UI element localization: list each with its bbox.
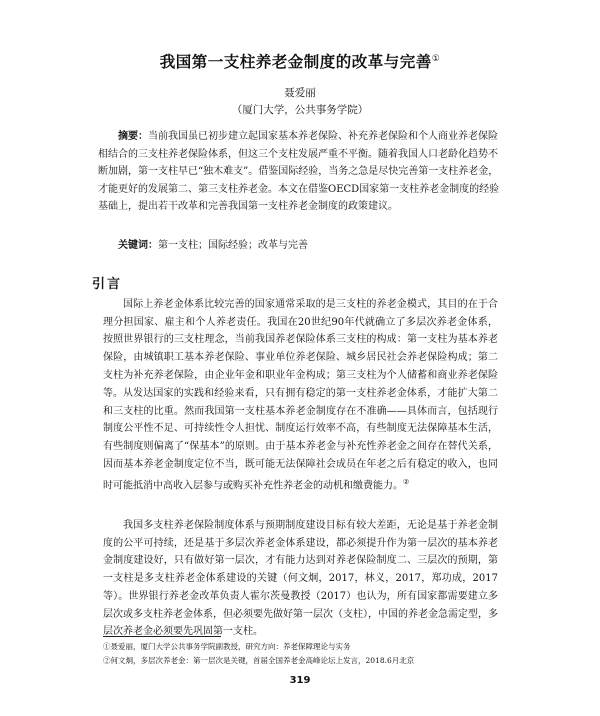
body-paragraph-2	[103, 385, 498, 495]
body-paragraph-3: 我国多支柱养老保险制度体系与预期制度建设目标有较大差距，无论是基于养老金制度的公平可持续，还是基于多层次养老金体系建设，都必须提升作为第一层次的基本养老金制度建设好，只有做好第一层次，才有能力达到对养老保险制度二、三层次的预期，第一支柱是多支柱养老金体系建设的关键（何文炯，2017，林义，2017，郑功成，2017等）。世界银行养老金改革负责人霍尔茨曼教授（2017）也认为，所有国家都需要建立多层次或多支柱养老金体系，但必须要先做好第一层次（支柱），中国的养老金急需定型，多层次养老金必须要先巩固第一支柱。	[103, 520, 498, 638]
footnote-2: ②何文炯，多层次养老金：第一层次是关键，首届全国养老金高峰论坛上发言，2018.6月北京	[103, 656, 415, 665]
abstract-label: 摘要：	[118, 131, 148, 142]
keywords	[118, 236, 308, 251]
body-paragraph-1: 国际上养老金体系比较完善的国家通常采取的是三支柱的养老金模式，其目的在于合理分担国家、雇主和个人养老责任。我国在20世纪90年代就确立了多层次养老金体系，按照世界银行的三支柱理念，当前我国养老保险体系三支柱的构成：第一支柱为基本养老保险，由城镇职工基本养老保险、事业单位养老保险、城乡居民社会养老保险构成；第二支柱为补充养老保险，由企业年金和职业年金构成；第三支柱为个人储蓄和商业养老保险等。	[103, 299, 498, 399]
title-footnote-marker: ①	[431, 53, 441, 64]
title-text: 我国第一支柱养老金制度的改革与完善	[159, 53, 432, 71]
author-name: 聂爱丽	[284, 87, 316, 99]
page-number: 319	[289, 675, 311, 686]
section-heading-introduction: 引言	[92, 277, 123, 292]
footnote-ref-2: ②	[403, 477, 410, 486]
footnote-1: ①聂爱丽，厦门大学公共事务学院副教授，研究方向：养老保障理论与实务	[103, 642, 351, 651]
keywords-text: 第一支柱；国际经验；改革与完善	[158, 240, 308, 251]
abstract-text: 当前我国虽已初步建立起国家基本养老保险、补充养老保险和个人商业养老保险相结合的三支柱养老保险体系，但这三个支柱发展严重不平衡。随着我国人口老龄化趋势不断加剧，第一支柱早已“独木难支”。借鉴国际经验，当务之急是尽快完善第一支柱养老金，才能更好的发展第二、第三支柱养老金。本文在借鉴OECD国家第一支柱养老金制度的经验基础上，提出若干改革和完善我国第一支柱养老金制度的政策建议。	[98, 131, 500, 213]
abstract	[98, 128, 502, 216]
author-affiliation: （厦门大学，公共事务学院）	[231, 104, 369, 116]
footnote-divider	[103, 636, 221, 637]
body-paragraph-2-text: 从发达国家的实践和经验来看，只有拥有稳定的第一支柱养老金体系，才能扩大第二和三支柱的比重。然而我国第一支柱基本养老金制度存在不准确——具体而言，包括现行制度公平性不足、可持续性令人担忧、制度运行效率不高，有些制度无法保障基本生活，有些制度则偏离了“保基本”的原则。由于基本养老金与补充性养老金之间存在替代关系，因而基本养老金制度定位不当，既可能无法保障社会成员在年老之后有稳定的收入，也同时可能抵消中高收入层参与或购买补充性养老金的动机和缴费能力。	[103, 388, 498, 491]
keywords-label: 关键词：	[118, 240, 158, 251]
paper-title	[0, 50, 600, 72]
